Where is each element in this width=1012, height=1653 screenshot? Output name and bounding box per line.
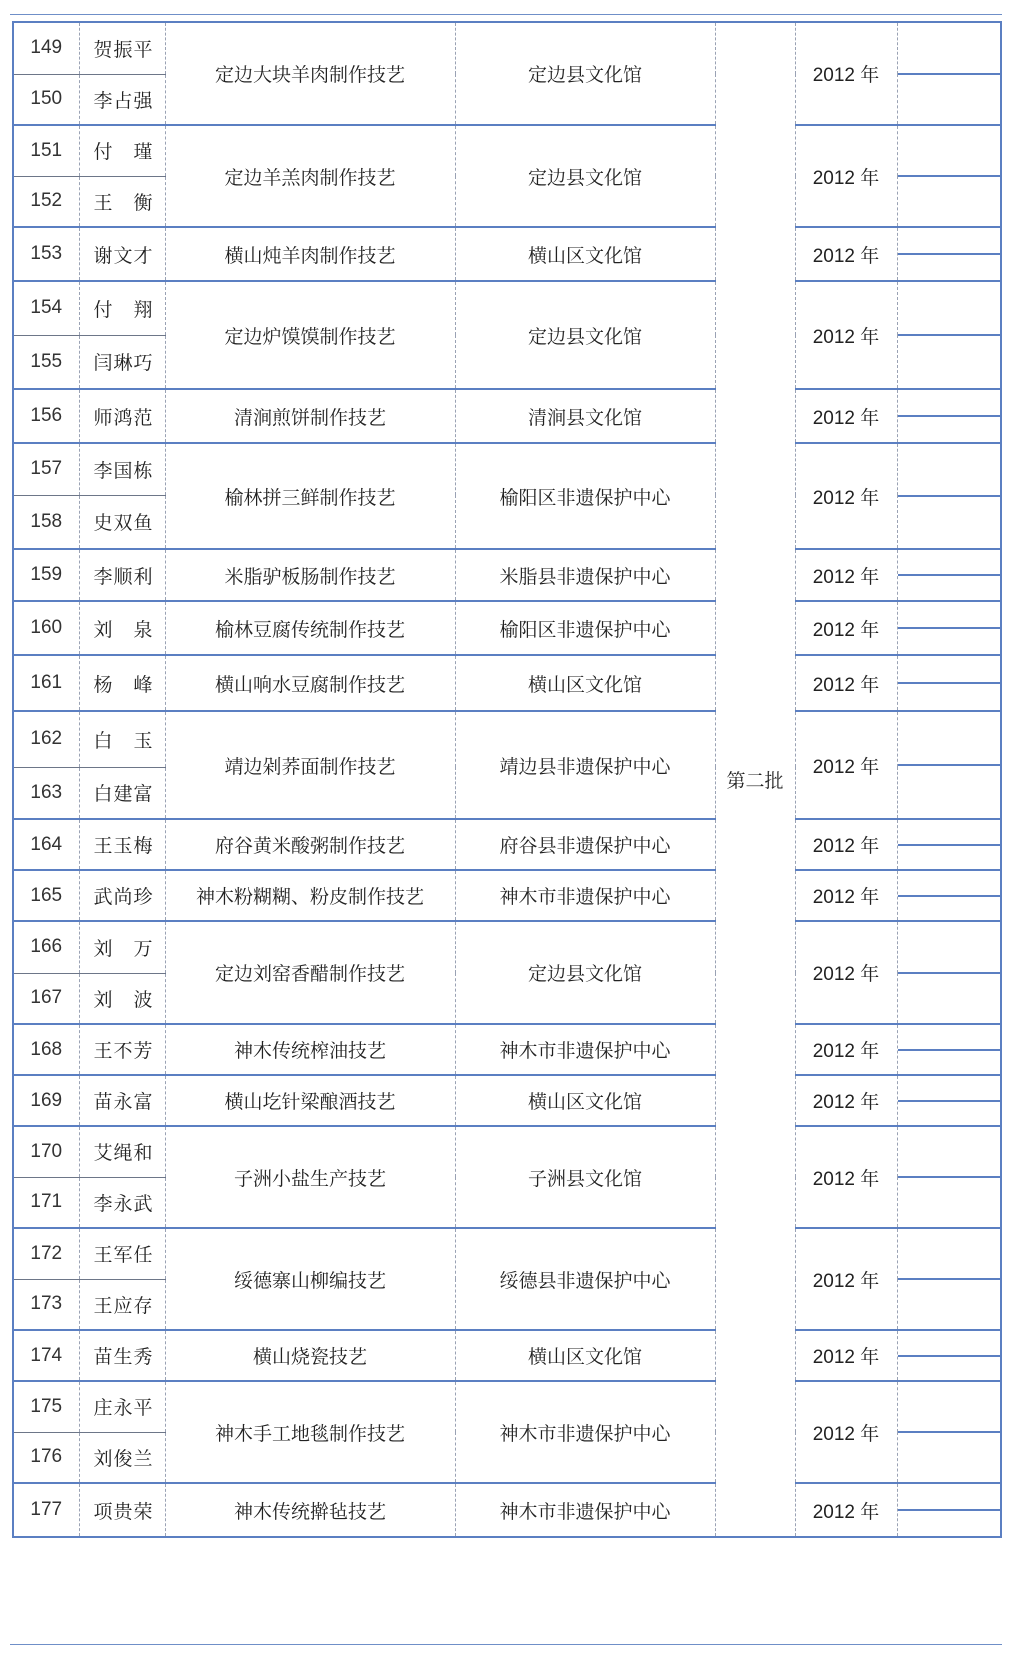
inheritor-name: 李永武 [79,1177,165,1228]
row-number: 155 [13,335,79,389]
protection-unit: 神木市非遗保护中心 [455,1024,715,1075]
project-name: 神木传统擀毡技艺 [165,1483,455,1537]
year-cell [795,921,897,1024]
year-value: 2012 [812,407,855,429]
row-divider-mark [898,253,1001,255]
year-suffix: 年 [860,1500,880,1523]
year-cell [795,1024,897,1075]
inheritor-name: 史双鱼 [79,495,165,549]
blank-cell [897,22,1001,125]
protection-unit: 神木市非遗保护中心 [455,870,715,921]
row-number: 150 [13,74,79,125]
blank-cell [897,1126,1001,1228]
blank-cell [897,1024,1001,1075]
blank-cell [897,227,1001,281]
protection-unit: 定边县文化馆 [455,921,715,1024]
blank-cell [897,443,1001,549]
row-number: 169 [13,1075,79,1126]
inheritor-name: 李国栋 [79,443,165,495]
inheritor-name: 白建富 [79,767,165,819]
row-number: 160 [13,601,79,655]
blank-cell [897,1075,1001,1126]
table-row [13,549,1001,601]
top-rule [10,14,1002,15]
row-number: 172 [13,1228,79,1279]
year-value: 2012 [812,167,855,189]
inheritor-name: 白 玉 [79,711,165,767]
year-cell [795,1126,897,1228]
year-cell [795,1075,897,1126]
year-value: 2012 [812,1501,855,1523]
year-value: 2012 [812,674,855,696]
inheritor-name: 李占强 [79,74,165,125]
year-suffix: 年 [860,1167,880,1190]
protection-unit: 横山区文化馆 [455,1330,715,1381]
table-row [13,1228,1001,1279]
blank-cell [897,655,1001,711]
protection-unit: 府谷县非遗保护中心 [455,819,715,870]
year-suffix: 年 [860,1422,880,1445]
table-row [13,1330,1001,1381]
table-row [13,711,1001,767]
year-value: 2012 [812,65,855,86]
row-divider-mark [898,764,1001,766]
row-divider-mark [898,415,1001,417]
row-number: 170 [13,1126,79,1177]
row-number: 158 [13,495,79,549]
year-value: 2012 [812,566,855,588]
row-divider-mark [898,73,1001,75]
protection-unit: 靖边县非遗保护中心 [455,711,715,819]
table-row [13,227,1001,281]
year-value: 2012 [812,1092,855,1113]
inheritor-name: 王 衡 [79,176,165,227]
inheritor-name: 艾绳和 [79,1126,165,1177]
table-row [13,443,1001,495]
project-name: 横山烧瓷技艺 [165,1330,455,1381]
year-suffix: 年 [860,963,880,985]
table-row [13,870,1001,921]
protection-unit: 米脂县非遗保护中心 [455,549,715,601]
year-suffix: 年 [860,618,880,641]
inheritor-name: 项贵荣 [79,1483,165,1537]
blank-cell [897,921,1001,1024]
inheritor-name: 师鸿范 [79,389,165,443]
year-value: 2012 [812,1270,855,1292]
table-row [13,1024,1001,1075]
project-name: 定边炉馍馍制作技艺 [165,281,455,389]
protection-unit: 榆阳区非遗保护中心 [455,443,715,549]
year-suffix: 年 [860,166,880,189]
year-cell [795,1330,897,1381]
row-number: 176 [13,1432,79,1483]
row-number: 165 [13,870,79,921]
row-divider-mark [898,1278,1001,1280]
protection-unit: 子洲县文化馆 [455,1126,715,1228]
inheritor-name: 闫琳巧 [79,335,165,389]
inheritor-name: 王不芳 [79,1024,165,1075]
row-divider-mark [898,1355,1001,1357]
row-number: 156 [13,389,79,443]
year-value: 2012 [812,245,855,267]
project-name: 清涧煎饼制作技艺 [165,389,455,443]
year-suffix: 年 [860,835,880,857]
table-row [13,921,1001,973]
row-divider-mark [898,574,1001,576]
row-divider-mark [898,1509,1001,1511]
year-value: 2012 [812,964,855,985]
project-name: 横山圪针梁酿酒技艺 [165,1075,455,1126]
protection-unit: 神木市非遗保护中心 [455,1381,715,1483]
year-suffix: 年 [860,1091,880,1113]
inheritor-name: 刘 泉 [79,601,165,655]
project-name: 横山炖羊肉制作技艺 [165,227,455,281]
year-value: 2012 [812,619,855,641]
inheritor-name: 刘 万 [79,921,165,973]
year-value: 2012 [812,836,855,857]
inheritor-name: 苗生秀 [79,1330,165,1381]
project-name: 定边刘窑香醋制作技艺 [165,921,455,1024]
year-cell [795,1381,897,1483]
inheritor-name: 王应存 [79,1279,165,1330]
project-name: 米脂驴板肠制作技艺 [165,549,455,601]
blank-cell [897,549,1001,601]
year-suffix: 年 [860,886,880,908]
year-cell [795,389,897,443]
inheritor-name: 谢文才 [79,227,165,281]
year-cell [795,1483,897,1537]
blank-cell [897,125,1001,227]
protection-unit: 定边县文化馆 [455,22,715,125]
row-divider-mark [898,627,1001,629]
row-divider-mark [898,334,1001,336]
project-name: 靖边剁荞面制作技艺 [165,711,455,819]
row-divider-mark [898,1049,1001,1051]
table-row [13,389,1001,443]
inheritor-name: 王玉梅 [79,819,165,870]
row-number: 177 [13,1483,79,1537]
row-number: 154 [13,281,79,335]
table-row [13,655,1001,711]
year-value: 2012 [812,1041,855,1062]
inheritor-name: 付 瑾 [79,125,165,176]
inheritor-name: 贺振平 [79,22,165,74]
year-cell [795,655,897,711]
table-row [13,1381,1001,1432]
row-number: 175 [13,1381,79,1432]
project-name: 榆林豆腐传统制作技艺 [165,601,455,655]
project-name: 子洲小盐生产技艺 [165,1126,455,1228]
blank-cell [897,1228,1001,1330]
year-cell [795,281,897,389]
table-row [13,819,1001,870]
year-suffix: 年 [860,325,880,348]
row-number: 157 [13,443,79,495]
batch-label: 第二批 [715,22,795,1537]
table-body [13,22,1001,1537]
year-suffix: 年 [860,673,880,696]
row-number: 151 [13,125,79,176]
table-row [13,1075,1001,1126]
year-suffix: 年 [860,1346,880,1368]
protection-unit: 横山区文化馆 [455,655,715,711]
protection-unit: 定边县文化馆 [455,281,715,389]
row-divider-mark [898,1100,1001,1102]
table-row [13,22,1001,74]
year-cell [795,711,897,819]
row-divider-mark [898,495,1001,497]
year-cell [795,601,897,655]
blank-cell [897,601,1001,655]
protection-unit: 清涧县文化馆 [455,389,715,443]
year-value: 2012 [812,887,855,908]
row-divider-mark [898,972,1001,974]
row-number: 174 [13,1330,79,1381]
row-number: 159 [13,549,79,601]
year-suffix: 年 [860,64,880,86]
inheritor-name: 苗永富 [79,1075,165,1126]
protection-unit: 横山区文化馆 [455,1075,715,1126]
year-cell [795,125,897,227]
blank-cell [897,1381,1001,1483]
year-cell [795,819,897,870]
year-suffix: 年 [860,565,880,588]
year-suffix: 年 [860,406,880,429]
blank-cell [897,281,1001,389]
protection-unit: 横山区文化馆 [455,227,715,281]
row-number: 167 [13,973,79,1024]
project-name: 府谷黄米酸粥制作技艺 [165,819,455,870]
row-divider-mark [898,682,1001,684]
protection-unit: 榆阳区非遗保护中心 [455,601,715,655]
year-suffix: 年 [860,1040,880,1062]
blank-cell [897,711,1001,819]
protection-unit: 神木市非遗保护中心 [455,1483,715,1537]
row-number: 166 [13,921,79,973]
row-divider-mark [898,1176,1001,1178]
year-suffix: 年 [860,1269,880,1292]
year-suffix: 年 [860,244,880,267]
row-number: 149 [13,22,79,74]
blank-cell [897,1330,1001,1381]
row-divider-mark [898,844,1001,846]
year-value: 2012 [812,756,855,778]
table-row [13,601,1001,655]
row-divider-mark [898,175,1001,177]
project-name: 神木传统榨油技艺 [165,1024,455,1075]
row-number: 152 [13,176,79,227]
year-cell [795,1228,897,1330]
inheritor-name: 杨 峰 [79,655,165,711]
inheritor-name: 刘 波 [79,973,165,1024]
project-name: 榆林拼三鲜制作技艺 [165,443,455,549]
row-number: 164 [13,819,79,870]
project-name: 定边羊羔肉制作技艺 [165,125,455,227]
year-cell [795,549,897,601]
inheritor-name: 刘俊兰 [79,1432,165,1483]
inheritor-name: 李顺利 [79,549,165,601]
bottom-rule [10,1644,1002,1645]
project-name: 绥德寨山柳编技艺 [165,1228,455,1330]
inheritor-name: 武尚珍 [79,870,165,921]
project-name: 定边大块羊肉制作技艺 [165,22,455,125]
year-value: 2012 [812,487,855,509]
protection-unit: 定边县文化馆 [455,125,715,227]
blank-cell [897,389,1001,443]
year-suffix: 年 [860,755,880,778]
row-number: 171 [13,1177,79,1228]
table-row [13,1126,1001,1177]
table-row [13,1483,1001,1537]
row-number: 162 [13,711,79,767]
project-name: 神木手工地毯制作技艺 [165,1381,455,1483]
inheritor-name: 付 翔 [79,281,165,335]
year-value: 2012 [812,1347,855,1368]
blank-cell [897,870,1001,921]
row-number: 161 [13,655,79,711]
row-number: 168 [13,1024,79,1075]
blank-cell [897,819,1001,870]
row-number: 153 [13,227,79,281]
row-number: 163 [13,767,79,819]
year-value: 2012 [812,1423,855,1445]
project-name: 横山响水豆腐制作技艺 [165,655,455,711]
blank-cell [897,1483,1001,1537]
year-value: 2012 [812,326,855,348]
project-name: 神木粉糊糊、粉皮制作技艺 [165,870,455,921]
row-divider-mark [898,895,1001,897]
year-suffix: 年 [860,486,880,509]
row-divider-mark [898,1431,1001,1433]
year-cell [795,443,897,549]
inheritor-table [12,21,1002,1538]
year-cell [795,22,897,125]
year-cell [795,227,897,281]
inheritor-name: 庄永平 [79,1381,165,1432]
table-row [13,281,1001,335]
protection-unit: 绥德县非遗保护中心 [455,1228,715,1330]
table-row [13,125,1001,176]
row-number: 173 [13,1279,79,1330]
inheritor-name: 王军任 [79,1228,165,1279]
year-cell [795,870,897,921]
year-value: 2012 [812,1168,855,1190]
